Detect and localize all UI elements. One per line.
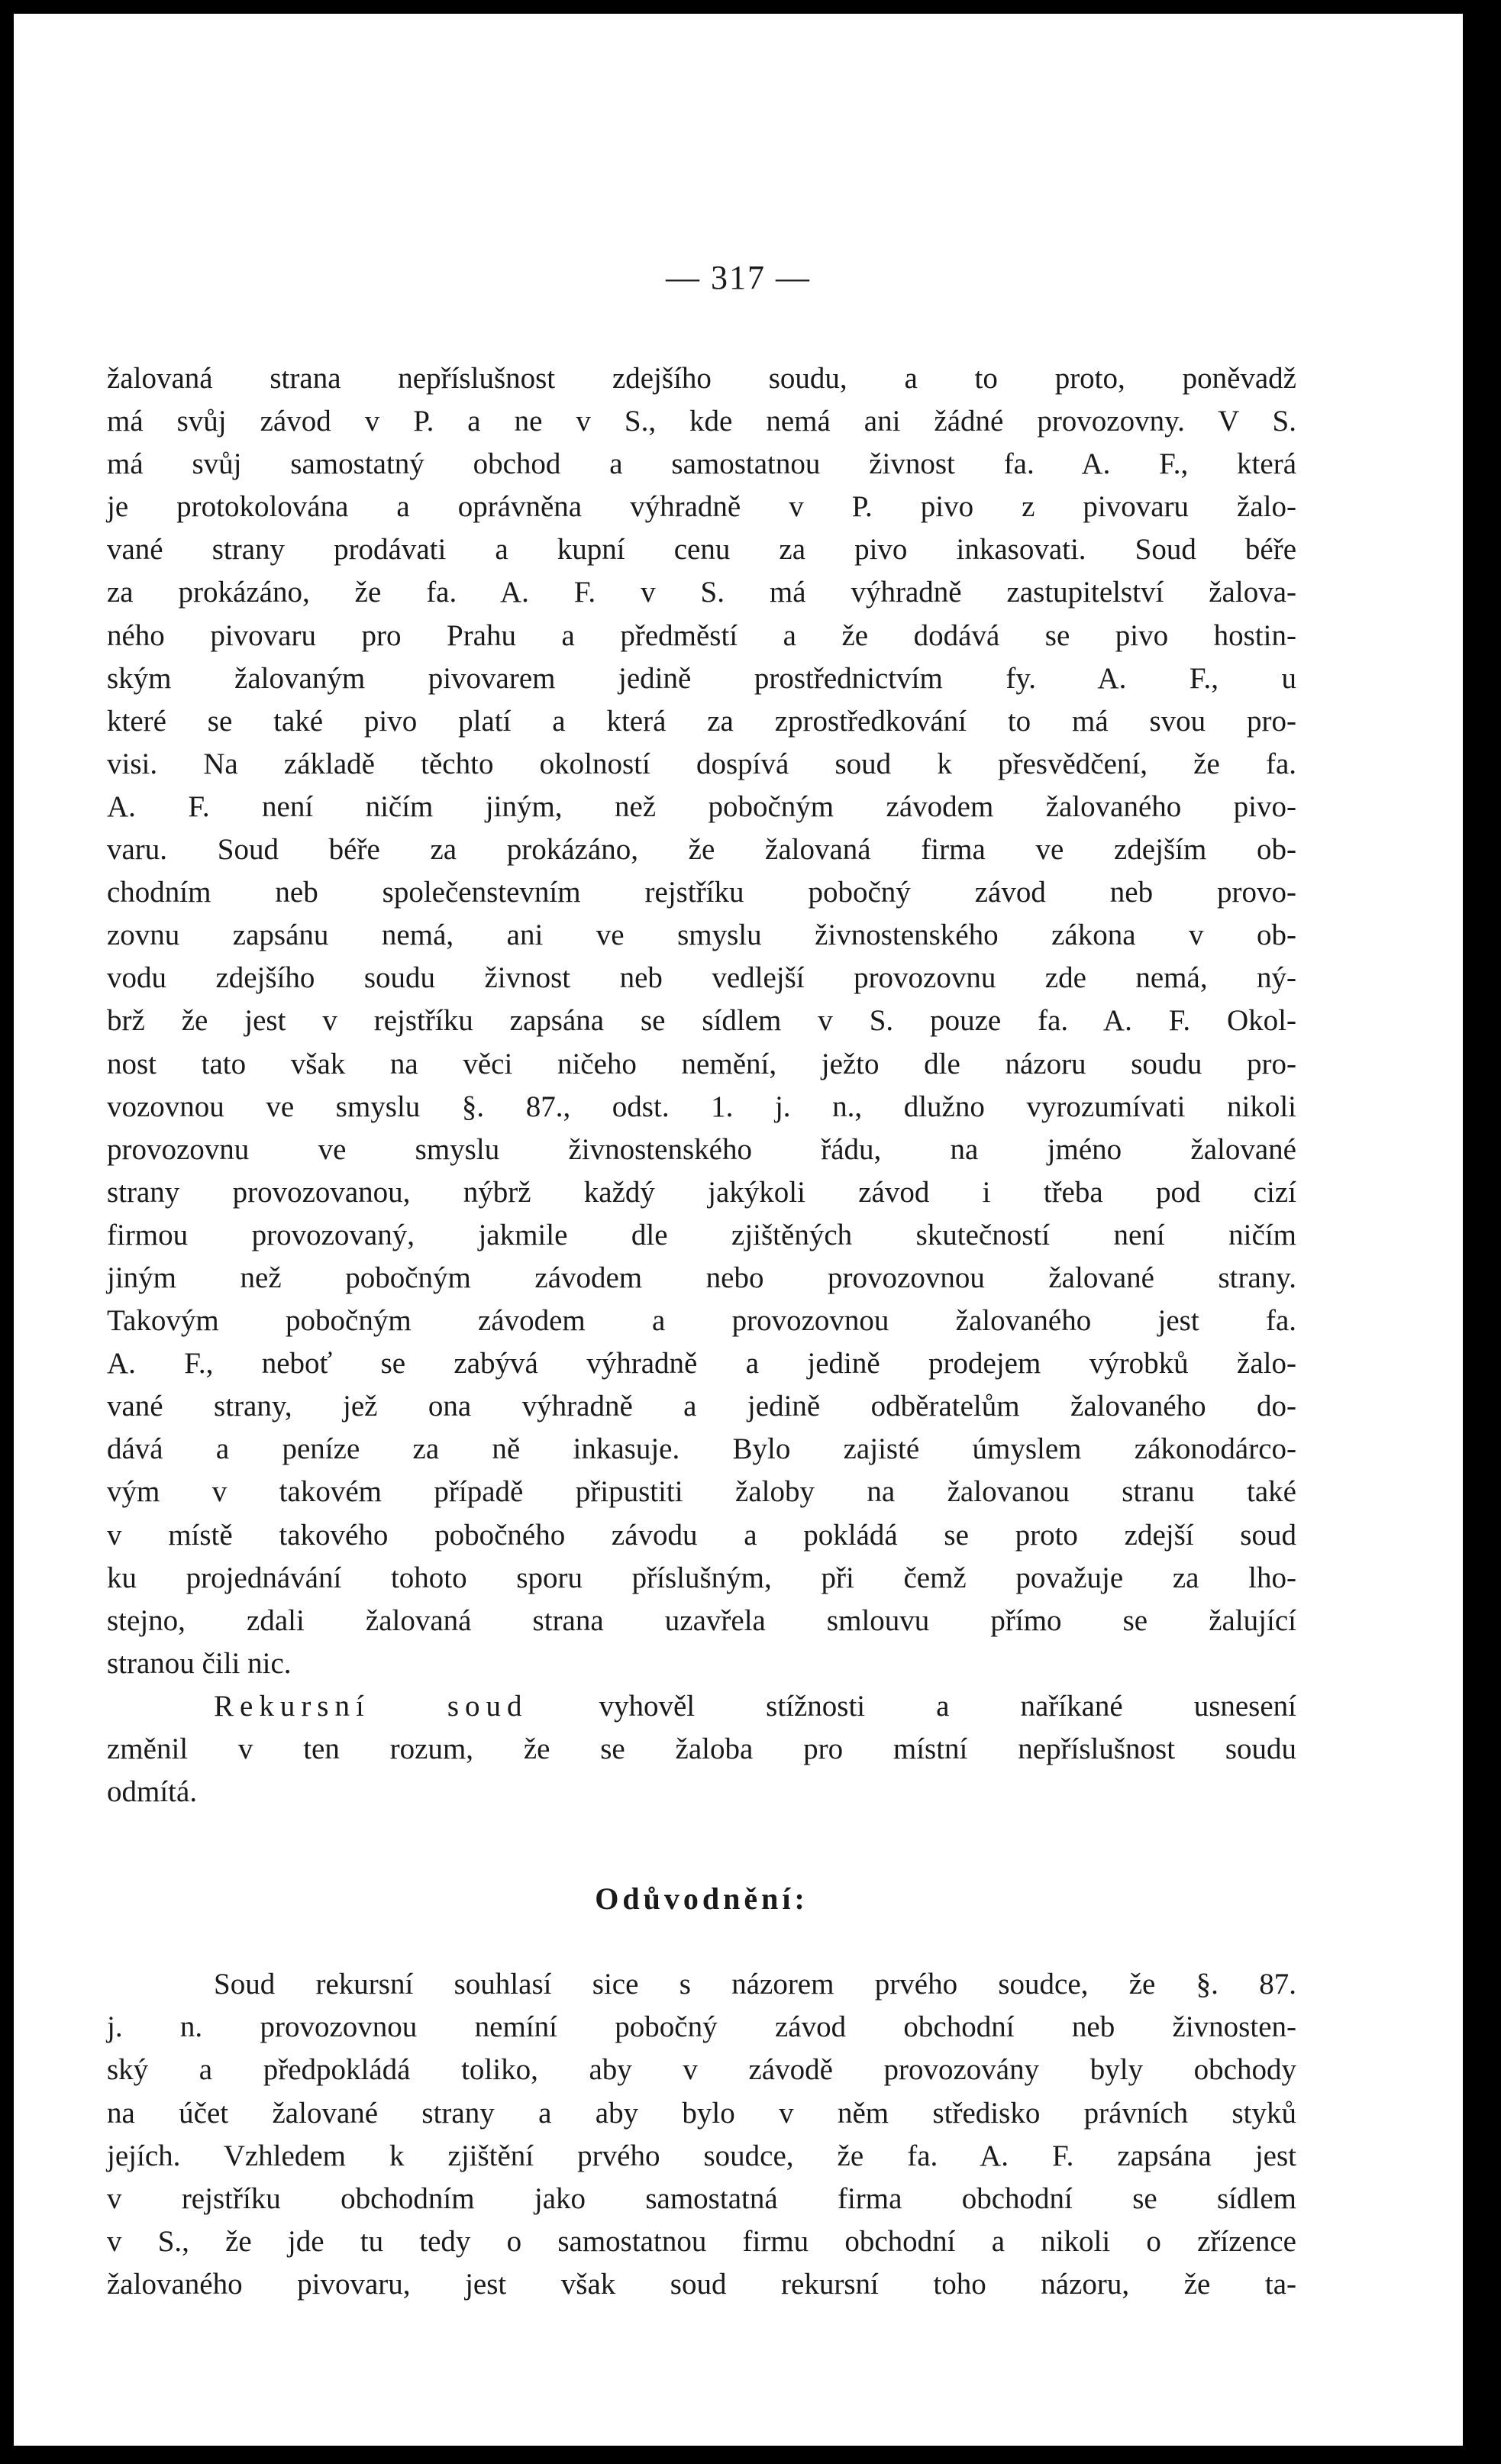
text-line: varu. Soud béře za prokázáno, že žalovaná firma ve zdejším ob- [107, 833, 1296, 867]
body-text [107, 357, 1296, 2306]
text-line: je protokolována a oprávněna výhradně v P. pivo z pivovaru žalo- [107, 490, 1296, 524]
text-line: zovnu zapsánu nemá, ani ve smyslu živnostenského zákona v ob- [107, 919, 1296, 952]
text-line: Takovým pobočným závodem a provozovnou žalovaného jest fa. [107, 1304, 1296, 1338]
text-line: dává a peníze za ně inkasuje. Bylo zajisté úmyslem zákonodárco- [107, 1432, 1296, 1466]
text-line: ským žalovaným pivovarem jedině prostřednictvím fy. A. F., u [107, 661, 1296, 695]
text-line [107, 1685, 1296, 1728]
paragraph-3 [107, 1963, 1296, 2306]
paragraph-2 [107, 1685, 1296, 1813]
text-line: které se také pivo platí a která za zprostředkování to má svou pro- [107, 704, 1296, 738]
text-line: v S., že jde tu tedy o samostatnou firmu obchodní a nikoli o zřízence [107, 2224, 1296, 2258]
text-line: vané strany prodávati a kupní cenu za pivo inkasovati. Soud béře [107, 533, 1296, 567]
text-line: vodu zdejšího soudu živnost neb vedlejší provozovnu zde nemá, ný- [107, 961, 1296, 995]
text-line: ku projednávání tohoto sporu příslušným, při čemž považuje za lho- [107, 1561, 1296, 1594]
text-line: Soud rekursní souhlasí sice s názorem prvého soudce, že §. 87. [214, 1968, 1296, 2001]
text-line: ného pivovaru pro Prahu a předměstí a že dodává se pivo hostin- [107, 618, 1296, 652]
text-line: žalovaného pivovaru, jest však soud rekursní toho názoru, že ta- [107, 2267, 1296, 2301]
text-line: změnil v ten rozum, že se žaloba pro místní nepříslušnost soudu [107, 1733, 1296, 1765]
text-line: má svůj samostatný obchod a samostatnou živnost fa. A. F., která [107, 447, 1296, 481]
page-number: — 317 — [666, 259, 811, 296]
text-line: stranou čili nic. [107, 1646, 292, 1680]
line-rest: vyhověl stížnosti a naříkané usnesení [599, 1689, 1297, 1723]
text-line: A. F. není ničím jiným, než pobočným závodem žalovaného pivo- [107, 790, 1296, 823]
text-line: provozovnu ve smyslu živnostenského řádu, na jméno žalované [107, 1132, 1296, 1166]
text-line: jejích. Vzhledem k zjištění prvého soudce, že fa. A. F. zapsána jest [107, 2139, 1296, 2172]
text-line: na účet žalované strany a aby bylo v něm středisko právních styků [107, 2096, 1296, 2130]
text-line: j. n. provozovnou nemíní pobočný závod obchodní neb živnosten- [107, 2010, 1296, 2044]
text-line: žalovaná strana nepříslušnost zdejšího soudu, a to proto, poněvadž [107, 362, 1296, 395]
text-line: v rejstříku obchodním jako samostatná firma obchodní se sídlem [107, 2181, 1296, 2215]
page [14, 14, 1463, 2446]
text-line: vým v takovém případě připustiti žaloby na žalovanou stranu také [107, 1475, 1296, 1509]
text-line: chodním neb společenstevním rejstříku pobočný závod neb provo- [107, 876, 1296, 909]
text-line: strany provozovanou, nýbrž každý jakýkoli závod i třeba pod cizí [107, 1175, 1296, 1209]
text-line: brž že jest v rejstříku zapsána se sídlem v S. pouze fa. A. F. Okol- [107, 1004, 1296, 1038]
section-heading: Odůvodnění: [595, 1881, 809, 1917]
text-line: jiným než pobočným závodem nebo provozovnou žalované strany. [107, 1261, 1296, 1294]
text-line: A. F., neboť se zabývá výhradně a jedině prodejem výrobků žalo- [107, 1347, 1296, 1381]
spaced-lead: Rekursní soud [214, 1689, 528, 1723]
text-line: vané strany, jež ona výhradně a jedině odběratelům žalovaného do- [107, 1390, 1296, 1423]
text-line: má svůj závod v P. a ne v S., kde nemá ani žádné provozovny. V S. [107, 405, 1296, 438]
text-line: v místě takového pobočného závodu a pokládá se proto zdejší soud [107, 1518, 1296, 1552]
text-line: firmou provozovaný, jakmile dle zjištěných skutečností není ničím [107, 1218, 1296, 1251]
text-line: ský a předpokládá toliko, aby v závodě provozovány byly obchody [107, 2053, 1296, 2087]
text-line: vozovnou ve smyslu §. 87., odst. 1. j. n., dlužno vyrozumívati nikoli [107, 1090, 1296, 1123]
text-line: za prokázáno, že fa. A. F. v S. má výhradně zastupitelství žalova- [107, 576, 1296, 609]
text-line: odmítá. [107, 1775, 198, 1809]
text-line: visi. Na základě těchto okolností dospívá soud k přesvědčení, že fa. [107, 747, 1296, 780]
text-line: nost tato však na věci ničeho nemění, ježto dle názoru soudu pro- [107, 1047, 1296, 1080]
text-line: stejno, zdali žalovaná strana uzavřela smlouvu přímo se žalující [107, 1603, 1296, 1637]
paragraph-1 [107, 357, 1296, 1685]
